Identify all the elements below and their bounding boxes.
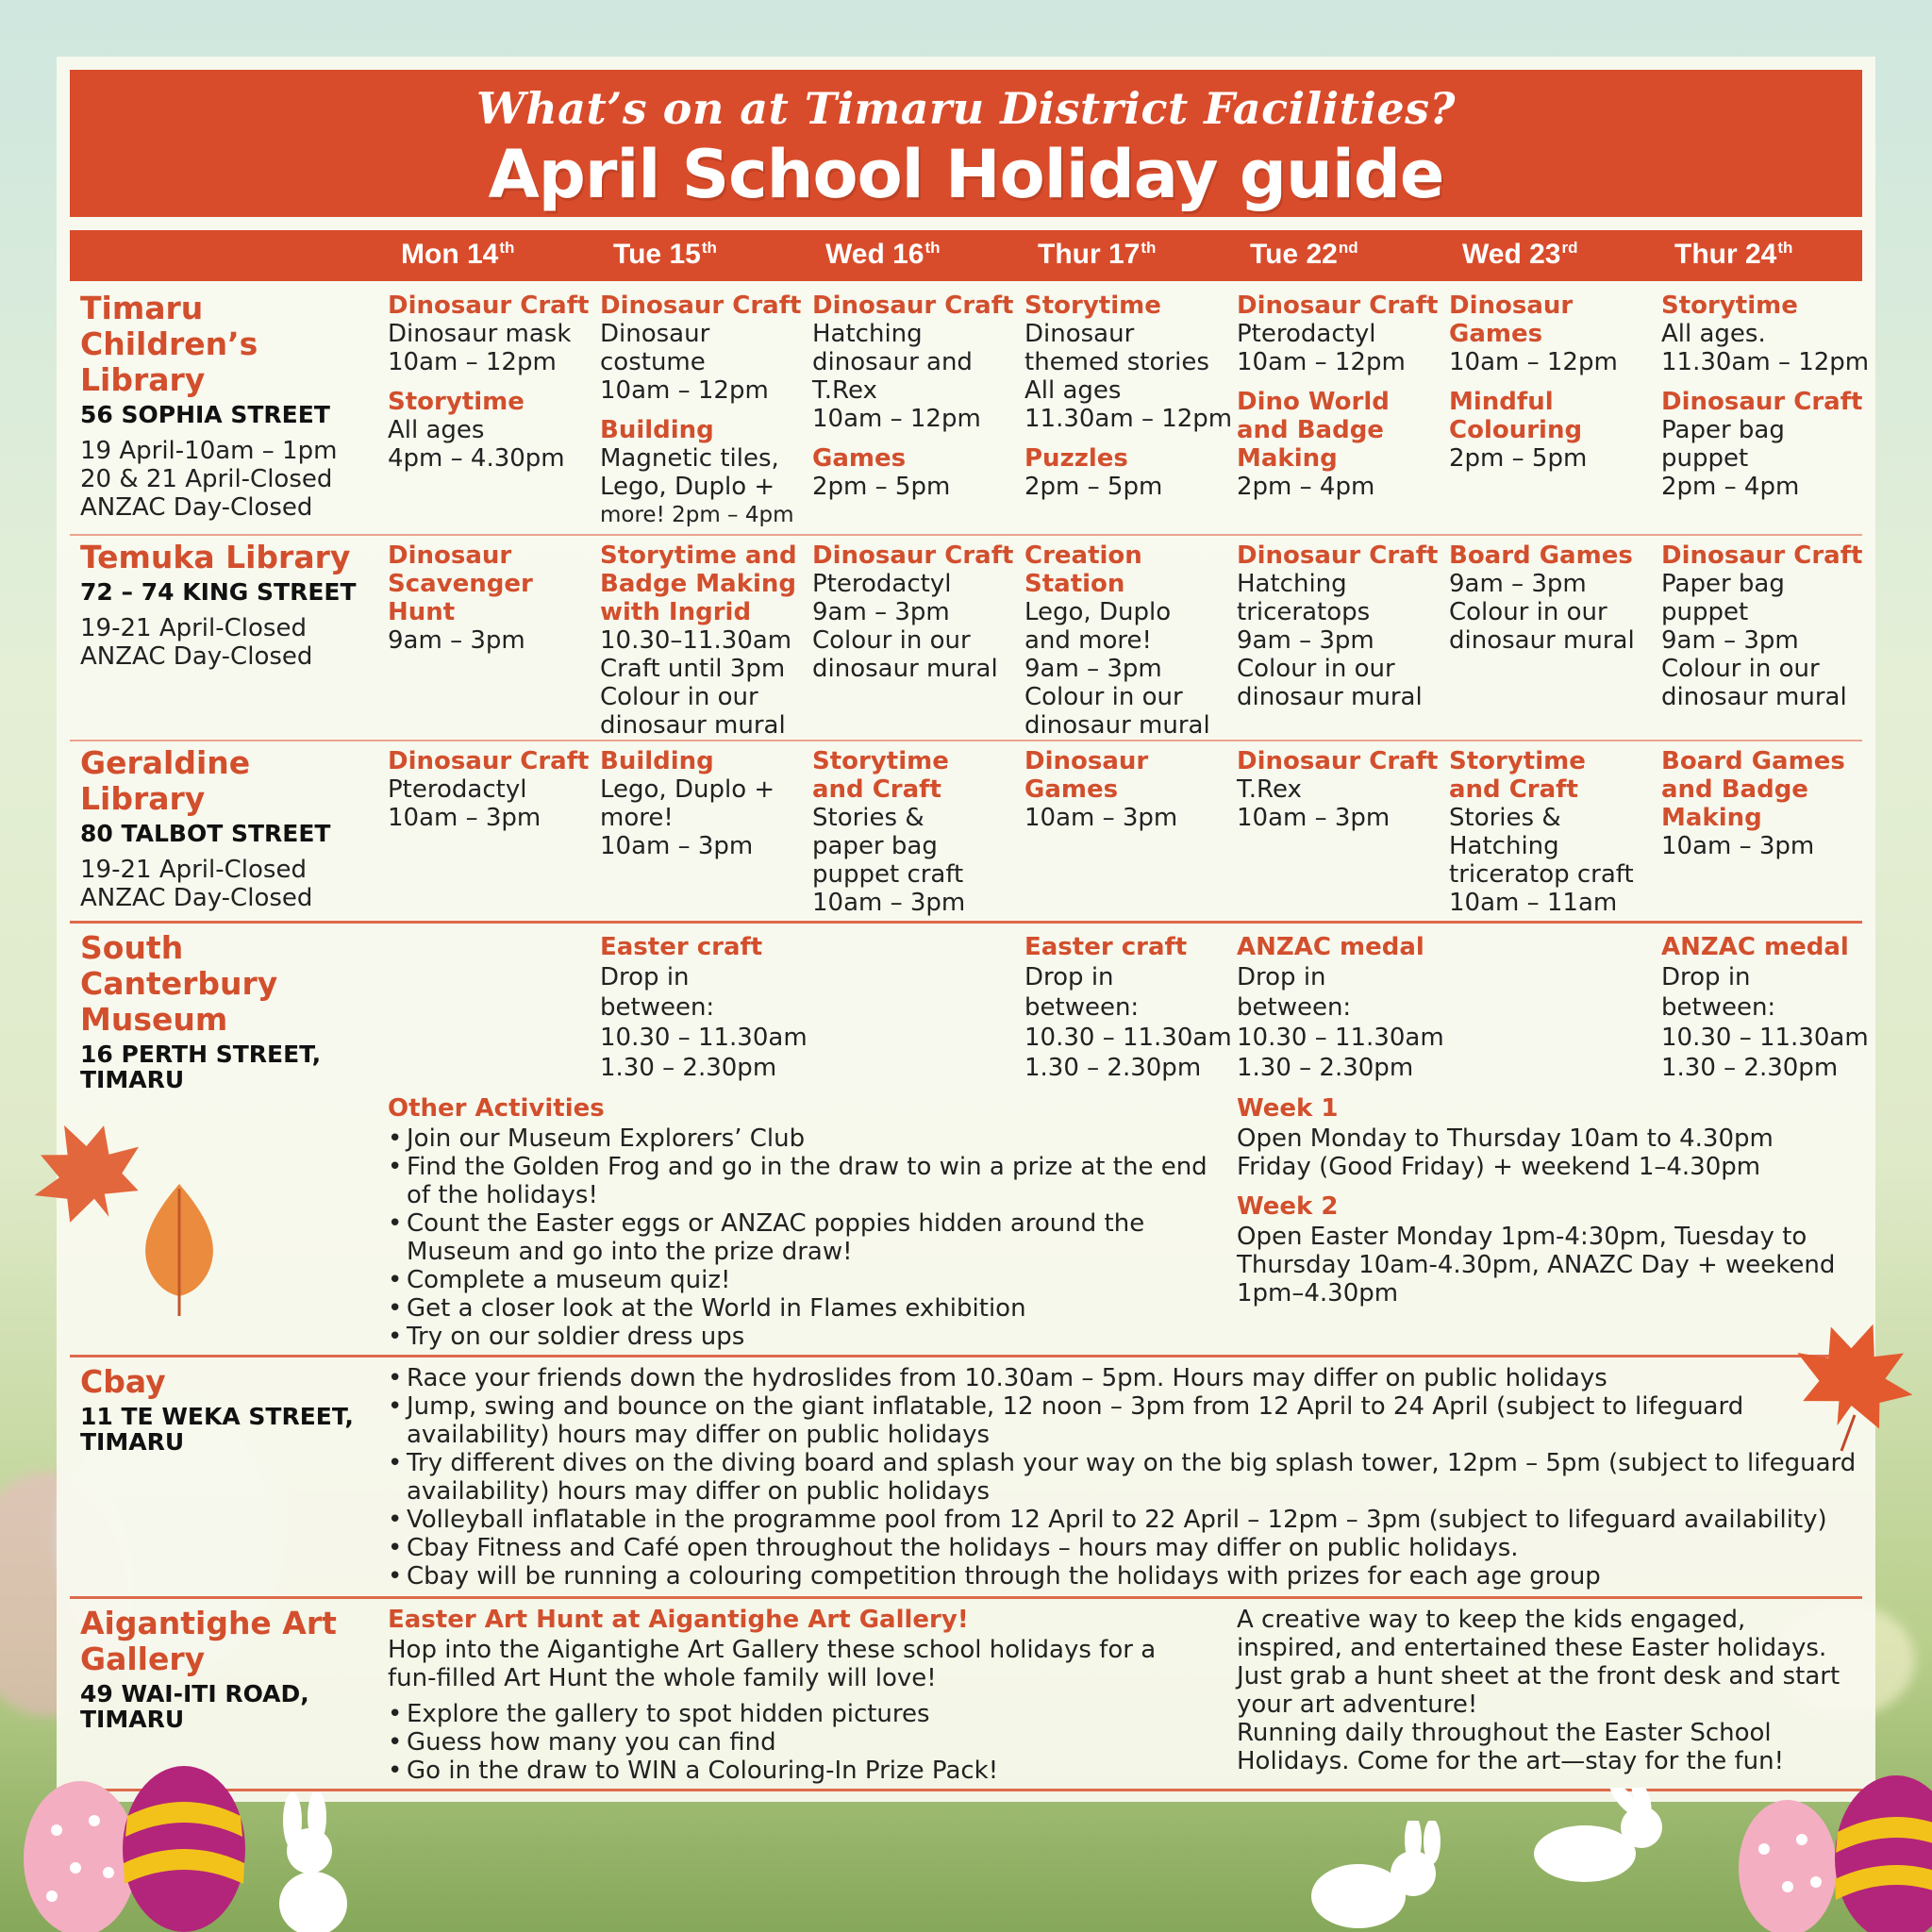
event-title: Easter craft <box>1024 933 1188 961</box>
cell-geraldine-tue22 <box>1237 747 1446 832</box>
event-detail: Drop in between: 10.30 – 11.30am 1.30 – 2.30pm <box>1024 963 1232 1082</box>
cell-geraldine-wed <box>812 747 1022 917</box>
event <box>388 291 597 376</box>
day-header-tue-15: Tue 15th <box>613 239 717 270</box>
list-item: • Get a closer look at the World in Flames exhibition <box>388 1294 1208 1323</box>
event-title: Dinosaur Scavenger Hunt <box>388 541 533 626</box>
event-detail: T.Rex 10am – 3pm <box>1237 775 1391 832</box>
venue-address: 80 TALBOT STREET <box>80 820 331 847</box>
event-detail: Hatching triceratops 9am – 3pm Colour in our dinosaur mural <box>1237 570 1423 711</box>
art-hunt-title: Easter Art Hunt at Aigantighe Art Gallery! <box>388 1606 969 1634</box>
cell-temuka-thur <box>1024 541 1234 740</box>
event-title: Dinosaur Craft <box>600 291 802 320</box>
event-detail: 10am – 12pm <box>1449 348 1618 376</box>
cell-museum-thur24 <box>1661 932 1871 1083</box>
event-title: Dinosaur Craft <box>1661 388 1863 416</box>
event <box>1237 291 1446 376</box>
event <box>600 291 809 405</box>
venue-address: 11 TE WEKA STREET, TIMARU <box>80 1403 354 1456</box>
cell-timaru-mon <box>388 291 597 484</box>
event-detail: All ages 4pm – 4.30pm <box>388 416 565 473</box>
day-header-wed-23: Wed 23rd <box>1462 239 1578 270</box>
event-title: Dinosaur Craft <box>1237 541 1439 570</box>
event-title: Storytime and Craft <box>1449 747 1586 804</box>
event-detail: Drop in between: 10.30 – 11.30am 1.30 – 2.30pm <box>1237 963 1444 1082</box>
event-title: Dinosaur Craft <box>812 291 1014 320</box>
museum-other-activities <box>388 1094 1208 1351</box>
event-title: Storytime <box>1024 291 1161 320</box>
event-detail: Magnetic tiles, Lego, Duplo + <box>600 444 779 501</box>
list-item: • Try on our soldier dress ups <box>388 1323 1208 1351</box>
list-item: • Find the Golden Frog and go in the draw to win a prize at the end of the holidays! <box>388 1153 1208 1209</box>
event <box>1449 388 1658 473</box>
gallery-art-hunt-details <box>1237 1606 1850 1775</box>
event-detail: Drop in between: 10.30 – 11.30am 1.30 – 2.30pm <box>600 963 808 1082</box>
event-detail: Hatching dinosaur and T.Rex 10am – 12pm <box>812 320 981 433</box>
day-header-thur-24: Thur 24th <box>1674 239 1793 270</box>
list-item: • Explore the gallery to spot hidden pictures <box>388 1700 1199 1728</box>
event <box>1237 388 1446 501</box>
cell-geraldine-thur <box>1024 747 1234 832</box>
cell-temuka-tue22 <box>1237 541 1446 711</box>
event <box>1024 444 1234 501</box>
event-detail: Lego, Duplo and more! 9am – 3pm Colour in our dinosaur mural <box>1024 598 1210 740</box>
bunny-icon <box>264 1792 358 1932</box>
event-title: ANZAC medal <box>1661 933 1849 961</box>
list-item: • Guess how many you can find <box>388 1728 1199 1757</box>
day-header-thur-17: Thur 17th <box>1038 239 1157 270</box>
row-divider <box>70 740 1862 741</box>
easter-egg-icon <box>1736 1792 1840 1932</box>
gallery-art-hunt <box>388 1606 1199 1785</box>
cell-timaru-wed <box>812 291 1022 512</box>
cell-geraldine-wed23 <box>1449 747 1658 917</box>
event-title: Mindful Colouring <box>1449 388 1583 444</box>
art-hunt-list <box>388 1700 1199 1785</box>
event-title: Dino World and Badge Making <box>1237 388 1390 473</box>
day-header-mon-14: Mon 14th <box>401 239 515 270</box>
event-title: Dinosaur Craft <box>1237 291 1439 320</box>
event-detail: 10.30–11.30am Craft until 3pm Colour in our dinosaur mural <box>600 626 792 740</box>
cbay-activities-list <box>388 1364 1859 1591</box>
other-activities-list <box>388 1124 1208 1351</box>
row-divider <box>70 534 1862 536</box>
event-title: Dinosaur Craft <box>1237 747 1439 775</box>
event <box>1661 291 1871 376</box>
list-item: • Race your friends down the hydroslides from 10.30am – 5pm. Hours may differ on public holidays <box>388 1364 1859 1392</box>
event-title: Building <box>600 747 714 775</box>
header-subtitle: What’s on at Timaru District Facilities? <box>476 83 1456 134</box>
section-divider <box>70 1355 1862 1357</box>
event <box>600 416 809 529</box>
cbay-activities <box>388 1364 1859 1591</box>
list-item: • Cbay will be running a colouring competition through the holidays with prizes for each age group <box>388 1562 1859 1591</box>
list-item: • Jump, swing and bounce on the giant inflatable, 12 noon – 3pm from 12 April to 24 April (subject to lifeguard availability) hours may differ on public holidays <box>388 1392 1859 1449</box>
event-detail: Pterodactyl 10am – 3pm <box>388 775 541 832</box>
easter-egg-icon <box>1830 1764 1932 1932</box>
list-item: • Try different dives on the diving board and splash your way on the big splash tower, 12pm – 5pm (subject to lifeguard availability) hours may differ on public holidays <box>388 1449 1859 1506</box>
cell-museum-tue <box>600 932 809 1083</box>
event-detail: Dinosaur costume 10am – 12pm <box>600 320 769 405</box>
list-item: • Complete a museum quiz! <box>388 1266 1208 1294</box>
event-detail: 2pm – 4pm <box>1237 473 1375 501</box>
venue-address: 49 WAI-ITI ROAD, TIMARU <box>80 1680 309 1733</box>
event-detail: 9am – 3pm <box>388 626 525 655</box>
week-2-title: Week 2 <box>1237 1192 1339 1221</box>
easter-egg-icon <box>118 1750 250 1932</box>
event-detail: Dinosaur themed stories All ages 11.30am – 12pm <box>1024 320 1233 433</box>
day-header-wed-16: Wed 16th <box>825 239 941 270</box>
venue-address: 56 SOPHIA STREET <box>80 401 330 428</box>
event-detail: Paper bag puppet 9am – 3pm Colour in our dinosaur mural <box>1661 570 1847 711</box>
cell-geraldine-thur24 <box>1661 747 1871 860</box>
week-1-hours: Open Monday to Thursday 10am to 4.30pm Friday (Good Friday) + weekend 1–4.30pm <box>1237 1124 1774 1181</box>
art-hunt-schedule: Running daily throughout the Easter School Holidays. Come for the art—stay for the fun! <box>1237 1719 1785 1775</box>
list-item: • Cbay Fitness and Café open throughout the holidays – hours may differ on public holidays. <box>388 1534 1859 1562</box>
event-detail: Pterodactyl 9am – 3pm Colour in our dinosaur mural <box>812 570 998 683</box>
event <box>812 291 1022 433</box>
event-title: Creation Station <box>1024 541 1142 598</box>
event-detail: 9am – 3pm Colour in our dinosaur mural <box>1449 570 1635 655</box>
event-detail: 2pm – 5pm <box>1024 473 1163 501</box>
event-detail: 2pm – 5pm <box>812 473 951 501</box>
venue-name: Geraldine Library <box>80 744 251 817</box>
venue-name: Cbay <box>80 1363 166 1400</box>
event-title: Dinosaur Craft <box>388 291 590 320</box>
section-divider <box>70 921 1862 924</box>
cell-temuka-wed <box>812 541 1022 683</box>
event-title: Storytime <box>1661 291 1798 320</box>
event-title: Storytime <box>388 388 525 416</box>
maple-leaf-icon <box>19 1113 151 1226</box>
venue-notes: 19-21 April-Closed ANZAC Day-Closed <box>80 856 313 912</box>
venue-notes: 19 April-10am – 1pm 20 & 21 April-Closed ANZAC Day-Closed <box>80 437 338 522</box>
event-detail-small: more! 2pm – 4pm <box>600 503 794 527</box>
art-hunt-description: A creative way to keep the kids engaged, inspired, and entertained these Easter holidays. Just grab a hunt sheet at the front desk and start your art adventure! <box>1237 1606 1840 1719</box>
event-detail: Paper bag puppet 2pm – 4pm <box>1661 416 1800 501</box>
cell-museum-tue22 <box>1237 932 1446 1083</box>
cell-temuka-mon <box>388 541 597 655</box>
event-detail: 10am – 3pm <box>1661 832 1815 860</box>
event-detail: Stories & Hatching triceratop craft 10am – 11am <box>1449 804 1634 917</box>
event <box>1024 291 1234 433</box>
cell-timaru-tue22 <box>1237 291 1446 512</box>
maple-leaf-icon <box>1783 1311 1924 1453</box>
event-detail: 10am – 3pm <box>1024 804 1178 832</box>
venue-south-canterbury-museum <box>80 930 382 1092</box>
venue-aigantighe-art-gallery <box>80 1606 363 1732</box>
venue-notes: 19-21 April-Closed ANZAC Day-Closed <box>80 614 313 671</box>
bunny-icon <box>1302 1821 1453 1932</box>
bunny-icon <box>1519 1788 1679 1901</box>
event-title: Dinosaur Games <box>1449 291 1574 348</box>
event-detail: Stories & paper bag puppet craft 10am – 3pm <box>812 804 966 917</box>
event-title: Board Games and Badge Making <box>1661 747 1845 832</box>
event-title: Dinosaur Craft <box>812 541 1014 570</box>
event-detail: 2pm – 5pm <box>1449 444 1588 473</box>
cell-temuka-wed23 <box>1449 541 1658 655</box>
event <box>1449 291 1658 376</box>
cell-timaru-wed23 <box>1449 291 1658 484</box>
event-title: Easter craft <box>600 933 763 961</box>
event <box>812 444 1022 501</box>
section-divider <box>70 1596 1862 1599</box>
cell-temuka-thur24 <box>1661 541 1871 711</box>
event <box>388 388 597 473</box>
list-item: • Volleyball inflatable in the programme pool from 12 April to 22 April – 12pm – 3pm (subject to lifeguard availability) <box>388 1506 1859 1534</box>
event <box>1661 388 1871 501</box>
list-item: • Count the Easter eggs or ANZAC poppies hidden around the Museum and go into the prize draw! <box>388 1209 1208 1266</box>
venue-name: Aigantighe Art Gallery <box>80 1605 337 1677</box>
event-title: Storytime and Badge Making with Ingrid <box>600 541 797 626</box>
venue-timaru-childrens-library <box>80 291 363 522</box>
cell-timaru-tue <box>600 291 809 541</box>
event-detail: Lego, Duplo + more! 10am – 3pm <box>600 775 775 860</box>
header-title: April School Holiday guide <box>488 136 1444 213</box>
event-title: ANZAC medal <box>1237 933 1424 961</box>
cell-timaru-thur24 <box>1661 291 1871 512</box>
event-title: Dinosaur Craft <box>388 747 590 775</box>
venue-temuka-library <box>80 540 363 671</box>
event-title: Dinosaur Games <box>1024 747 1149 804</box>
day-header-row <box>70 230 1862 281</box>
cell-timaru-thur <box>1024 291 1234 512</box>
art-hunt-intro: Hop into the Aigantighe Art Gallery these school holidays for a fun-filled Art Hunt the whole family will love! <box>388 1636 1157 1692</box>
venue-address: 16 PERTH STREET, TIMARU <box>80 1041 322 1093</box>
other-activities-title: Other Activities <box>388 1094 605 1123</box>
cell-temuka-tue <box>600 541 809 740</box>
venue-address: 72 – 74 KING STREET <box>80 578 357 606</box>
list-item: • Go in the draw to WIN a Colouring-In Prize Pack! <box>388 1757 1199 1785</box>
venue-cbay <box>80 1364 363 1455</box>
event-title: Board Games <box>1449 541 1633 570</box>
week-2-hours: Open Easter Monday 1pm-4:30pm, Tuesday to Thursday 10am-4.30pm, ANAZC Day + weekend 1pm–4.30pm <box>1237 1223 1836 1307</box>
header-banner <box>70 70 1862 217</box>
venue-name: South Canterbury Museum <box>80 929 278 1038</box>
venue-geraldine-library <box>80 745 363 912</box>
event-title: Storytime and Craft <box>812 747 949 804</box>
venue-name: Timaru Children’s Library <box>80 290 258 398</box>
list-item: • Join our Museum Explorers’ Club <box>388 1124 1208 1153</box>
cell-geraldine-tue <box>600 747 809 860</box>
autumn-leaf-icon <box>132 1179 226 1321</box>
guide-sheet <box>57 57 1875 1802</box>
event-title: Dinosaur Craft <box>1661 541 1863 570</box>
event-detail: Pterodactyl 10am – 12pm <box>1237 320 1406 376</box>
event-detail: All ages. 11.30am – 12pm <box>1661 320 1870 376</box>
day-header-tue-22: Tue 22nd <box>1250 239 1358 270</box>
venue-name: Temuka Library <box>80 539 351 575</box>
event-title: Building <box>600 416 714 444</box>
cell-geraldine-mon <box>388 747 597 832</box>
cell-museum-thur <box>1024 932 1234 1083</box>
event-detail: Dinosaur mask 10am – 12pm <box>388 320 572 376</box>
event-title: Games <box>812 444 907 473</box>
museum-opening-hours <box>1237 1094 1840 1307</box>
event-title: Puzzles <box>1024 444 1128 473</box>
week-1-title: Week 1 <box>1237 1094 1339 1123</box>
event-detail: Drop in between: 10.30 – 11.30am 1.30 – 2.30pm <box>1661 963 1869 1082</box>
